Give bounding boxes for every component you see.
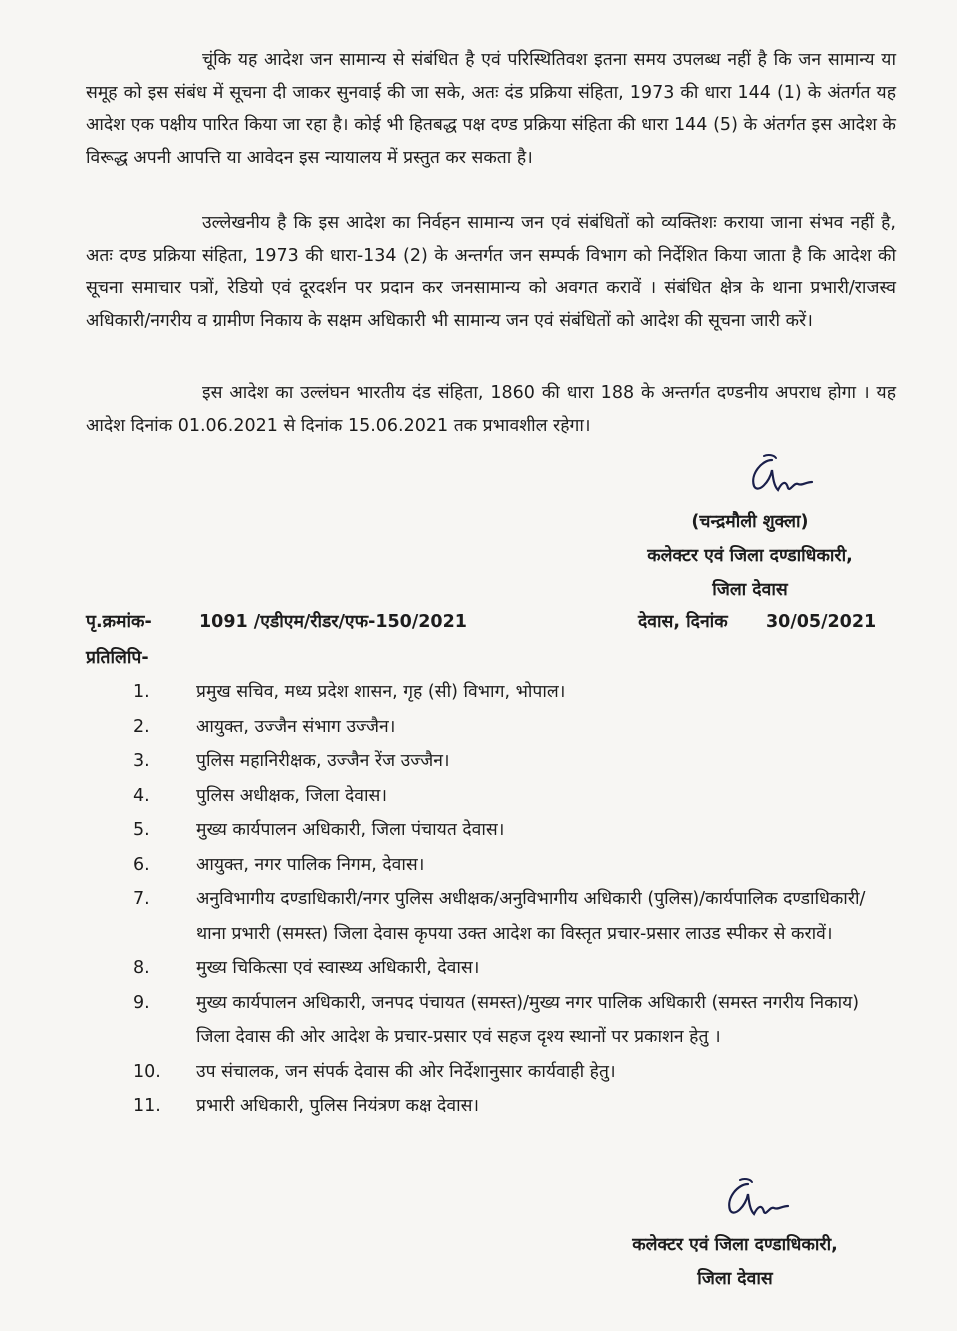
list-item-text: आयुक्त, नगर पालिक निगम, देवास। (196, 854, 425, 875)
list-item-number: 3. (133, 751, 150, 771)
list-item-text: पुलिस अधीक्षक, जिला देवास। (196, 785, 388, 806)
list-item-number: 2. (133, 716, 150, 737)
list-item-text: आयुक्त, उज्जैन संभाग उज्जैन। (196, 716, 396, 737)
footer-district: जिला देवास (697, 1269, 773, 1289)
reference-label: पृ.क्रमांक- (86, 612, 152, 632)
list-item-text: उप संचालक, जन संपर्क देवास की ओर निर्देशानुसार कार्यवाही हेतु। (196, 1061, 616, 1082)
list-item (86, 882, 866, 951)
list-item-number: 11. (133, 1096, 161, 1116)
list-item-number: 8. (133, 958, 150, 978)
list-item (86, 710, 866, 745)
reference-number: 1091 /एडीएम/रीडर/एफ-150/2021 (199, 612, 467, 632)
list-item (86, 1089, 866, 1124)
signer-name: (चन्द्रमौली शुक्ला) (691, 512, 809, 532)
copy-recipient-list (86, 675, 866, 1124)
footer-designation: कलेक्टर एवं जिला दण्डाधिकारी, (632, 1235, 838, 1255)
list-item-text: मुख्य चिकित्सा एवं स्वास्थ्य अधिकारी, देवास। (196, 958, 480, 978)
list-item-number: 9. (133, 992, 150, 1013)
list-item-number: 1. (133, 682, 150, 702)
list-item (86, 1055, 866, 1090)
signer-block (600, 505, 900, 607)
list-item-text: अनुविभागीय दण्डाधिकारी/नगर पुलिस अधीक्षक/अनुविभागीय अधिकारी (पुलिस)/कार्यपालिक दण्डाधिकारी/थाना प्रभारी (समस्त) जिला देवास कृपया उक्त आदेश का विस्तृत प्रचार-प्रसार लाउड स्पीकर से करावें। (196, 889, 866, 944)
footer-signer-block (590, 1228, 880, 1296)
list-item (86, 779, 866, 814)
list-item-number: 10. (133, 1061, 161, 1082)
paragraph-public-notice: उल्लेखनीय है कि इस आदेश का निर्वहन सामान्य जन एवं संबंधितों को व्यक्तिशः कराया जाना संभव नहीं है, अतः दण्ड प्रक्रिया संहिता, 1973 की धारा-134 (2) के अन्तर्गत जन सम्पर्क विभाग को निर्देशित किया जाता है कि आदेश की सूचना समाचार पत्रों, रेडियो एवं दूरदर्शन पर प्रदान कर जनसामान्य को अवगत करावें । संबंधित क्षेत्र के थाना प्रभारी/राजस्व अधिकारी/नगरीय व ग्रामीण निकाय के सक्षम अधिकारी भी सामान्य जन एवं संबंधितों को आदेश की सूचना जारी करें। (86, 213, 896, 331)
list-item (86, 675, 866, 710)
paragraph-ex-parte-order: चूंकि यह आदेश जन सामान्य से संबंधित है एवं परिस्थितिवश इतना समय उपलब्ध नहीं है कि जन सामान्य या समूह को इस संबंध में सूचना दी जाकर सुनवाई की जा सके, अतः दंड प्रक्रिया संहिता, 1973 की धारा 144 (1) के अंतर्गत यह आदेश एक पक्षीय पारित किया जा रहा है। कोई भी हितबद्ध पक्ष दण्ड प्रक्रिया संहिता की धारा 144 (5) के अंतर्गत इस आदेश के विरूद्ध अपनी आपत्ति या आवेदन इस न्यायालय में प्रस्तुत कर सकता है। (86, 50, 896, 168)
list-item (86, 951, 866, 986)
list-item-text: मुख्य कार्यपालन अधिकारी, जिला पंचायत देवास। (196, 820, 505, 840)
list-item (86, 848, 866, 883)
list-item (86, 813, 866, 848)
list-item (86, 744, 866, 779)
list-item-number: 5. (133, 820, 150, 840)
copy-to-label: प्रतिलिपि- (86, 648, 149, 668)
footer-signature-image (718, 1176, 798, 1226)
signer-designation: कलेक्टर एवं जिला दण्डाधिकारी, (647, 546, 853, 566)
list-item-text: मुख्य कार्यपालन अधिकारी, जनपद पंचायत (समस्त)/मुख्य नगर पालिक अधिकारी (समस्त नगरीय निकाय) जिला देवास की ओर आदेश के प्रचार-प्रसार एवं सहज दृश्य स्थानों पर प्रकाशन हेतु । (196, 992, 860, 1047)
list-item-number: 6. (133, 854, 150, 875)
signature-image (742, 452, 822, 502)
list-item-number: 4. (133, 785, 150, 806)
list-item (86, 986, 866, 1055)
paragraph-violation-validity: इस आदेश का उल्लंघन भारतीय दंड संहिता, 1860 की धारा 188 के अन्तर्गत दण्डनीय अपराध होगा । यह आदेश दिनांक 01.06.2021 से दिनांक 15.06.2021 तक प्रभावशील रहेगा। (86, 383, 896, 436)
reference-date: 30/05/2021 (766, 612, 877, 632)
signer-district: जिला देवास (712, 580, 788, 600)
reference-row (86, 606, 886, 638)
list-item-text: पुलिस महानिरीक्षक, उज्जैन रेंज उज्जैन। (196, 751, 450, 771)
list-item-text: प्रमुख सचिव, मध्य प्रदेश शासन, गृह (सी) विभाग, भोपाल। (196, 682, 566, 702)
list-item-number: 7. (133, 889, 150, 909)
list-item-text: प्रभारी अधिकारी, पुलिस नियंत्रण कक्ष देवास। (196, 1096, 480, 1116)
place-date-label: देवास, दिनांक (638, 612, 728, 632)
